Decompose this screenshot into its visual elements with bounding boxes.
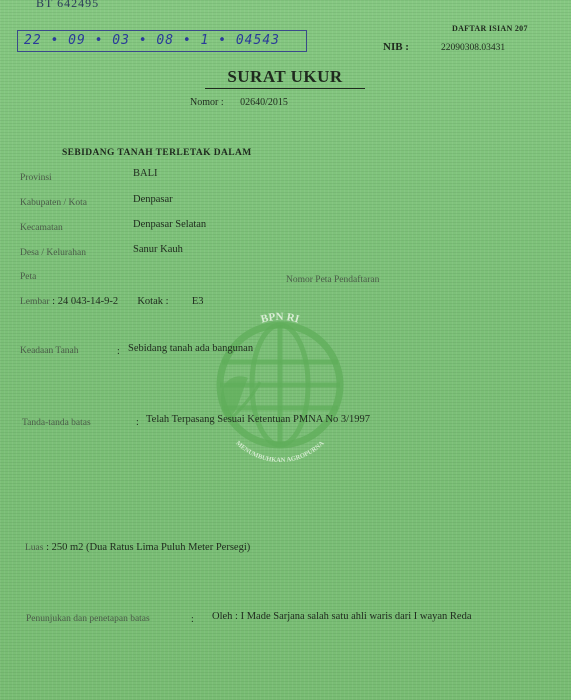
tanda-batas-value: Telah Terpasang Sesuai Ketentuan PMNA No 3/1997 [146, 414, 371, 425]
peta-label: Peta [20, 272, 37, 282]
provinsi-value: BALI [133, 168, 158, 179]
penunjukan-label: Penunjukan dan penetapan batas [26, 614, 150, 624]
tanda-batas-label: Tanda-tanda batas [22, 418, 91, 428]
handwritten-number-box: 22 • 09 • 03 • 08 • 1 • 04543 [17, 30, 307, 52]
bpn-watermark-logo [200, 300, 360, 470]
lembar-line: Lembar : 24 043-14-9-2 Kotak : E3 [20, 296, 204, 307]
watermark-bottom-text: MENUMBUHKAN AGROPURNA [234, 439, 326, 465]
watermark-top-text: BPN RI [259, 310, 301, 326]
luas-line: Luas : 250 m2 (Dua Ratus Lima Puluh Meter Persegi) [25, 542, 251, 553]
kabupaten-value: Denpasar [133, 194, 173, 205]
survey-document: BT 642495 DAFTAR ISIAN 207 22 • 09 • 03 • 08 • 1 • 04543 NIB : 22090308.03431 SURAT UKUR Nomor : 02640/2015 SEBIDANG TANAH TERLETAK DALAM Provinsi BALI Kabupaten / Kota Denpasar Kecamatan Denpasar Selatan Desa / Kelurahan Sanur Kauh Peta Nomor Peta Pendaftaran Lembar : 24 043-14-9-2 Kotak : E3 BPN RI MENUMBUHKAN AGROPURNA Keadaan Tanah : Sebidang tanah ada bangunan Tanda-tanda batas : Telah Terpasang Sesuai Ketentuan PMNA No 3/1997 Luas : 250 m2 (Dua Ratus Lima Puluh Meter Persegi) Penunjukan dan penetapan batas : Oleh : I Made Sarjana salah satu ahli waris dari I wayan Reda [0, 0, 571, 700]
luas-label: Luas [25, 543, 44, 553]
luas-value: 250 m2 (Dua Ratus Lima Puluh Meter Persegi) [51, 542, 251, 553]
kotak-label: Kotak [137, 296, 164, 307]
nomor-peta-label: Nomor Peta Pendaftaran [286, 275, 380, 285]
nomor-line [190, 97, 288, 108]
provinsi-label: Provinsi [20, 173, 52, 183]
serial-number: BT 642495 [36, 0, 100, 10]
kabupaten-label: Kabupaten / Kota [20, 198, 88, 208]
nib-label: NIB : [383, 41, 409, 53]
globe-leaf-icon [200, 300, 360, 470]
nomor-label: Nomor : [190, 97, 224, 108]
kecamatan-value: Denpasar Selatan [133, 219, 207, 230]
desa-label: Desa / Kelurahan [20, 248, 86, 258]
section-title: SEBIDANG TANAH TERLETAK DALAM [62, 148, 252, 158]
nib-value: 22090308.03431 [441, 43, 506, 53]
penunjukan-value: Oleh : I Made Sarjana salah satu ahli waris dari I wayan Reda [212, 611, 472, 622]
nomor-value: 02640/2015 [240, 97, 288, 108]
kotak-value: E3 [191, 296, 204, 307]
keadaan-label: Keadaan Tanah [20, 346, 79, 356]
keadaan-value: Sebidang tanah ada bangunan [128, 343, 254, 354]
document-title: SURAT UKUR [227, 67, 343, 86]
form-label: DAFTAR ISIAN 207 [452, 24, 528, 33]
lembar-label: Lembar [20, 297, 50, 307]
desa-value: Sanur Kauh [133, 244, 183, 255]
lembar-value: 24 043-14-9-2 [57, 296, 119, 307]
kecamatan-label: Kecamatan [20, 223, 63, 233]
title-underline [205, 88, 365, 89]
